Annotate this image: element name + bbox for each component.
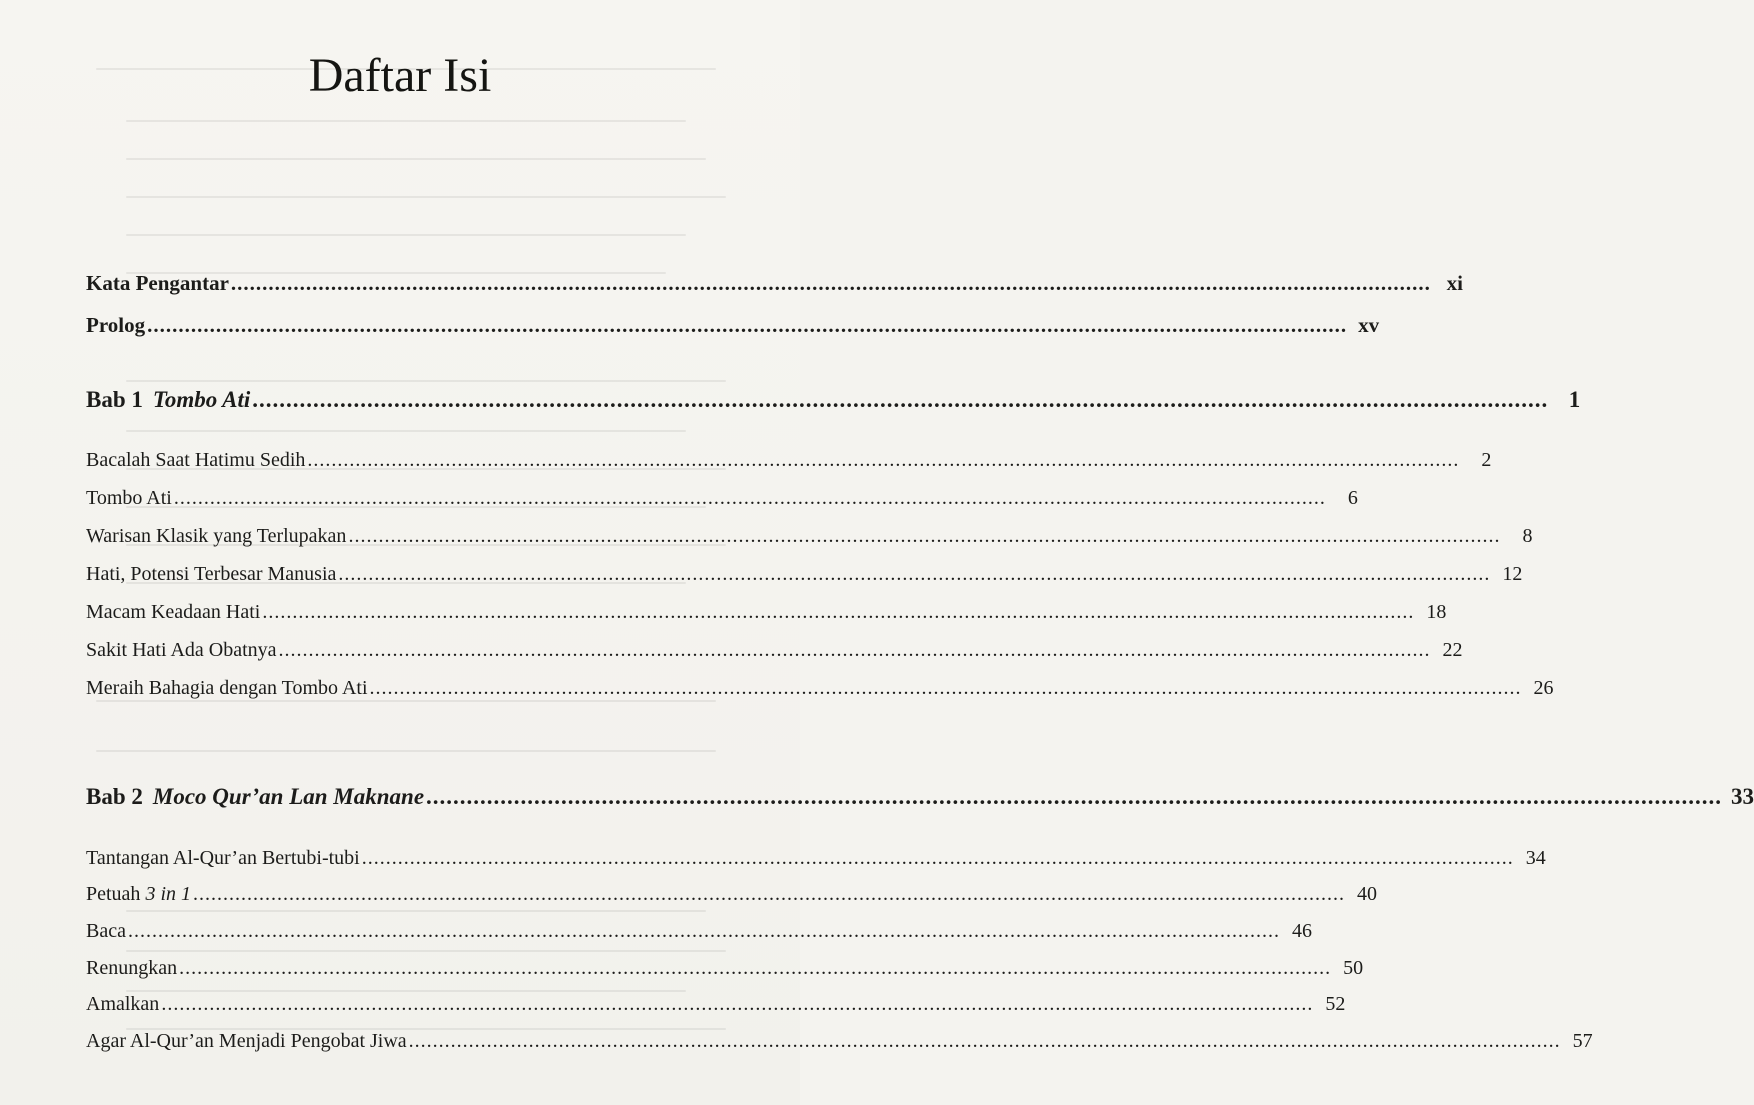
toc-entry[interactable] <box>86 909 1312 943</box>
chapter-number: Bab 1 <box>86 387 143 412</box>
dot-leader: ................................................................................................................................................................................................ <box>369 677 1522 699</box>
toc-page-number: 46 <box>1291 920 1312 942</box>
toc-entry[interactable] <box>86 476 1358 510</box>
dot-leader: ................................................................................................................................................................................................ <box>348 525 1501 547</box>
toc-page-number: xi <box>1446 271 1463 295</box>
toc-entry-label: Warisan Klasik yang Terlupakan <box>86 525 347 547</box>
toc-entry[interactable] <box>86 946 1364 980</box>
toc-entry-label: Macam Keadaan Hati <box>86 601 261 623</box>
toc-page-number: 26 <box>1533 677 1554 699</box>
toc-entry-label: Prolog <box>86 313 146 337</box>
toc-entry[interactable] <box>86 982 1346 1016</box>
dot-leader: ................................................................................................................................................................................................ <box>179 957 1332 979</box>
toc-entry[interactable] <box>86 666 1554 700</box>
toc-page-number: 2 <box>1481 449 1492 471</box>
toc-entry-label: Meraih Bahagia dengan Tombo Ati <box>86 677 368 699</box>
toc-page-number: 18 <box>1426 601 1447 623</box>
toc-entry-prolog[interactable] <box>86 304 1380 338</box>
dot-leader: ................................................................................................................................................................................................ <box>252 387 1549 412</box>
toc-entry-label: Baca <box>86 920 126 942</box>
toc-entry[interactable] <box>86 836 1546 870</box>
toc-entry[interactable] <box>86 552 1523 586</box>
dot-leader: ................................................................................................................................................................................................ <box>127 920 1280 942</box>
toc-entry[interactable] <box>86 438 1492 472</box>
dot-leader: ................................................................................................................................................................................................ <box>230 271 1431 295</box>
dot-leader: ................................................................................................................................................................................................ <box>361 847 1514 869</box>
toc-page-number: 6 <box>1347 487 1358 509</box>
toc-entry[interactable] <box>86 872 1377 906</box>
toc-entry-kata-pengantar[interactable] <box>86 262 1463 296</box>
toc-page-number: 8 <box>1522 525 1533 547</box>
toc-page-number: 34 <box>1525 847 1546 869</box>
toc-entry-label: Hati, Potensi Terbesar Manusia <box>86 563 337 585</box>
toc-page-number: xv <box>1358 313 1380 337</box>
toc-entry-label: Amalkan <box>86 993 160 1015</box>
dot-leader: ................................................................................................................................................................................................ <box>338 563 1491 585</box>
toc-entry-label: Tombo Ati <box>86 487 172 509</box>
dot-leader: ................................................................................................................................................................................................ <box>307 449 1460 471</box>
chapter-heading <box>86 784 424 810</box>
toc-page-number: 12 <box>1502 563 1523 585</box>
toc-entry-label: Kata Pengantar <box>86 271 229 295</box>
toc-page-number: 1 <box>1568 387 1581 412</box>
dot-leader: ................................................................................................................................................................................................ <box>147 313 1348 337</box>
toc-chapter-2[interactable] <box>86 776 1754 810</box>
toc-page-number: 40 <box>1357 883 1377 905</box>
chapter-heading <box>86 387 250 413</box>
toc-entry-label: Agar Al-Qur’an Menjadi Pengobat Jiwa <box>86 1030 407 1052</box>
toc-entry[interactable] <box>86 514 1533 548</box>
toc-page-number: 50 <box>1343 957 1364 979</box>
toc-entry-label: Tantangan Al-Qur’an Bertubi-tubi <box>86 847 360 869</box>
toc-entry[interactable] <box>86 590 1447 624</box>
toc-entry-label-text: Petuah <box>86 883 146 905</box>
chapter-number: Bab 2 <box>86 784 143 809</box>
page-title: Daftar Isi <box>308 49 492 102</box>
chapter-title: Tombo Ati <box>152 387 251 412</box>
toc-entry-label <box>86 883 191 906</box>
dot-leader: ................................................................................................................................................................................................ <box>262 601 1415 623</box>
toc-entry[interactable] <box>86 628 1463 662</box>
toc-chapter-1[interactable] <box>86 379 1581 413</box>
toc-entry-label: Renungkan <box>86 957 178 979</box>
dot-leader: ................................................................................................................................................................................................ <box>161 993 1314 1015</box>
toc-page-number: 52 <box>1325 993 1346 1015</box>
dot-leader: ................................................................................................................................................................................................ <box>193 883 1345 905</box>
toc-entry-label-italic: 3 in 1 <box>145 883 191 905</box>
toc-page-number: 57 <box>1572 1030 1593 1052</box>
toc-entry[interactable] <box>86 1019 1593 1053</box>
toc-entry-label: Bacalah Saat Hatimu Sedih <box>86 449 306 471</box>
toc-page-number: 22 <box>1442 639 1463 661</box>
toc-entry-label: Sakit Hati Ada Obatnya <box>86 639 277 661</box>
dot-leader: ................................................................................................................................................................................................ <box>173 487 1326 509</box>
toc-page-number: 33 <box>1731 784 1754 809</box>
dot-leader: ................................................................................................................................................................................................ <box>408 1030 1561 1052</box>
dot-leader: ................................................................................................................................................................................................ <box>426 784 1723 809</box>
chapter-title: Moco Qur’an Lan Maknane <box>152 784 425 809</box>
dot-leader: ................................................................................................................................................................................................ <box>278 639 1431 661</box>
